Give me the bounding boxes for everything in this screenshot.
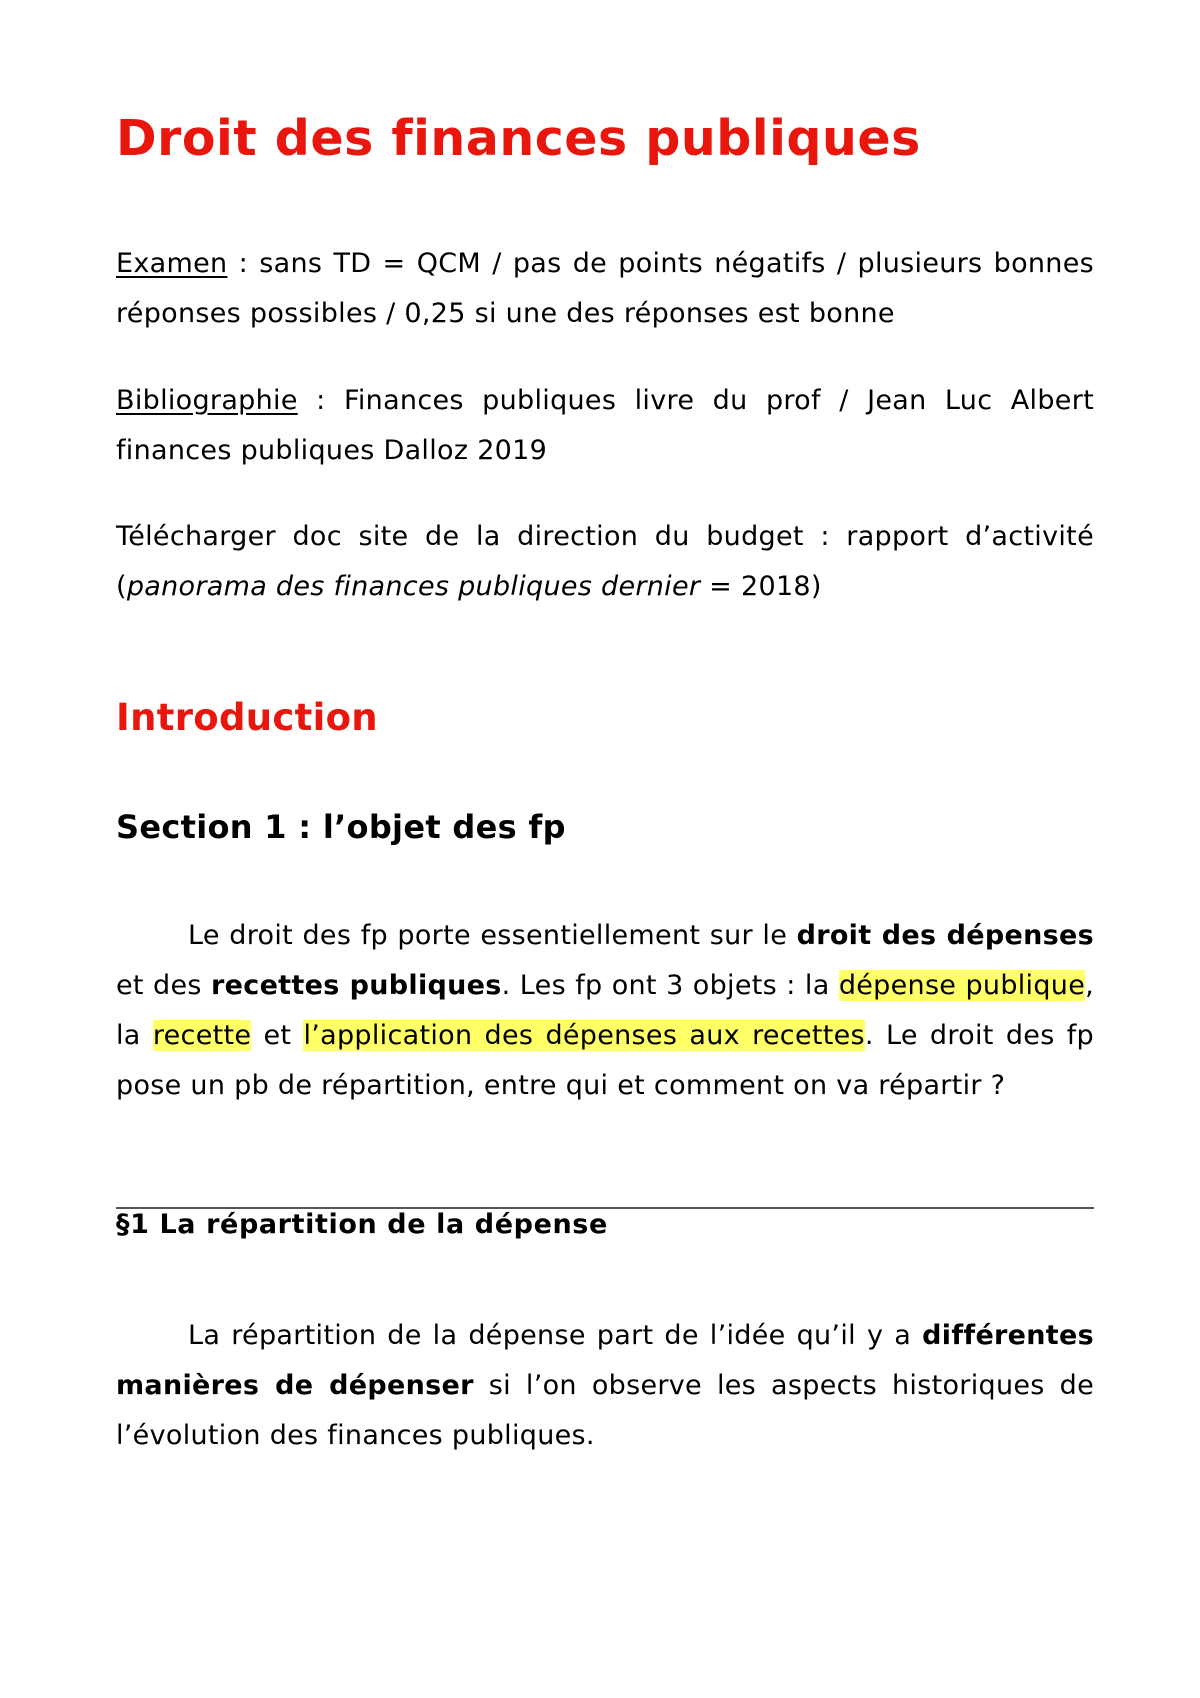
objet-bold: recettes publiques [211,970,502,1001]
repartition-bold: différentes manières de dépenser [116,1320,1094,1401]
subsection-1-heading: §1 La répartition de la dépense [116,1209,608,1240]
repartition-text: si l’on observe les aspects historiques de l’évolution des finances publiques. [116,1370,1094,1451]
objet-text: et des [116,970,212,1001]
objet-bold: droit des dépenses [796,920,1095,951]
objet-text: Le droit des fp porte essentiellement sur le [188,920,797,951]
objet-text: , la [116,970,1095,1051]
telecharger-text-end: = 2018) [700,571,822,602]
telecharger-italic: panorama des finances publiques dernier [126,571,701,602]
objet-text: . Le droit des fp pose un pb de répartition, entre qui et comment on va répartir ? [116,1020,1094,1101]
bibliographie-label: Bibliographie [116,385,298,416]
document-title: Droit des finances publiques [116,110,921,167]
objet-highlight: l’application des dépenses aux recettes [303,1020,865,1051]
examen-paragraph [116,239,1094,339]
bibliographie-paragraph [116,376,1094,476]
examen-text: : sans TD = QCM / pas de points négatifs / plusieurs bonnes réponses possibles / 0,25 si une des réponses est bonne [116,248,1094,329]
repartition-text: La répartition de la dépense part de l’idée qu’il y a [188,1320,923,1351]
objet-text: . Les fp ont 3 objets : la [501,970,839,1001]
bibliographie-text: : Finances publiques livre du prof / Jean Luc Albert finances publiques Dalloz 2019 [116,385,1094,466]
repartition-paragraph [116,1311,1094,1461]
telecharger-text: Télécharger doc site de la direction du budget : rapport d’activité ( [116,521,1094,602]
introduction-heading: Introduction [116,696,378,739]
objet-paragraph [116,911,1094,1111]
section-1-heading: Section 1 : l’objet des fp [116,808,566,846]
objet-highlight: dépense publique [838,970,1086,1001]
examen-label: Examen [116,248,228,279]
telecharger-paragraph [116,512,1094,612]
objet-highlight: recette [152,1020,252,1051]
objet-text: et [251,1020,304,1051]
